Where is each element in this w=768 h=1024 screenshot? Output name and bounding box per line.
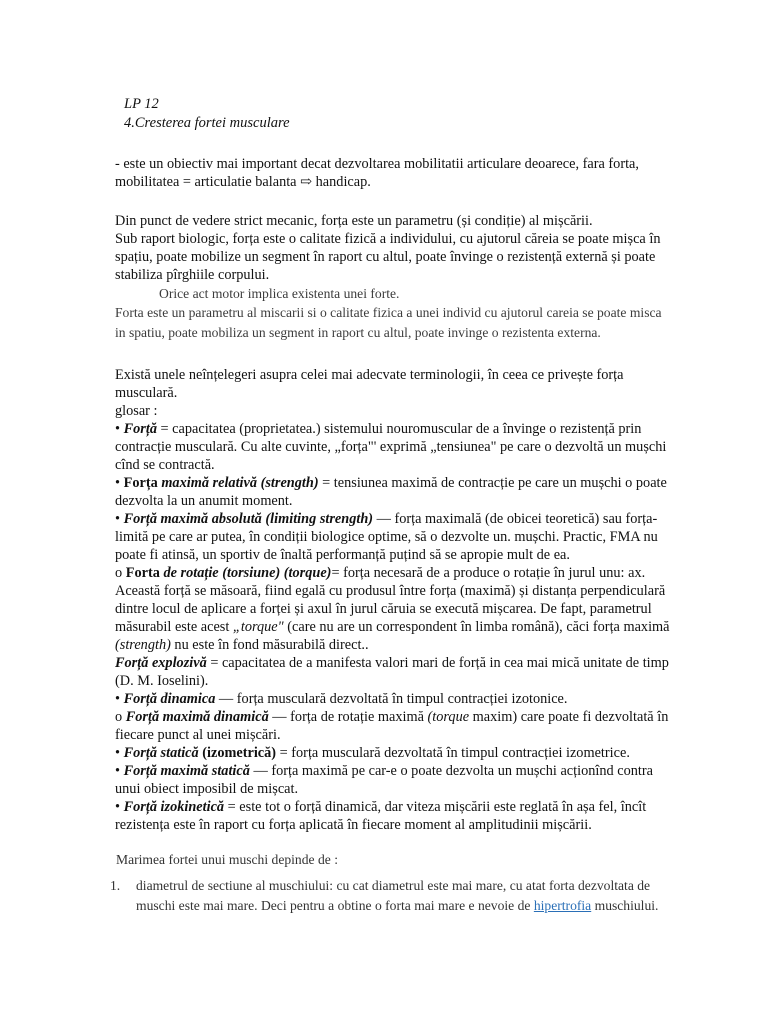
term-isokinetic: Forță izokinetică (123, 799, 225, 815)
glossary-entry-absolute-max: • Forță maximă absolută (limiting strength) — forța maximală (de obicei teoretică) sau forța-limită pe care ar putea, în condiții biologice optime, să o dezvolte un. mușchi. Practic, FMA nu poate fi atinsă, un sportiv de înaltă performanță puțind să se apropie mult de ea. (115, 511, 658, 563)
term-relative-max-b: maximă relativă (strength) (161, 475, 319, 491)
term-torque-a: Forta (125, 565, 164, 581)
definition-absolute-max: — forța maximală (de obicei teoretică) sau forța-limită pe care ar putea, în condiții biologice optime, să o dezvolte un. mușchi. Practic, FMA nu poate fi atinsă, un sportiv de înaltă performanță puțind să se apropie mult de ea. (115, 511, 658, 563)
glossary-entry-static: • Forță statică (izometrică) = forța musculară dezvoltată în timpul contracției izometrice. (115, 745, 630, 761)
motor-act-paragraph: Orice act motor implica existenta unei forte. (159, 286, 400, 301)
force-factors-list (110, 850, 670, 916)
definition-dynamic-max-a: — forța de rotație maximă (268, 709, 428, 725)
terminology-paragraph: Există unele neînțelegeri asupra celei mai adecvate terminologii, în ceea ce privește forța musculară. (115, 367, 624, 401)
lab-number: LP 12 (124, 96, 159, 112)
definition-torque-b: (care nu are un correspondent în limba română), căci forța maximă (283, 619, 670, 635)
strength-word: (strength) (115, 637, 171, 653)
term-torque-b: de rotație (torsiune) (torque) (163, 565, 332, 581)
list-item-number: 1. (110, 878, 121, 893)
term-static-b: (izometrică) (198, 745, 277, 761)
term-static-max: Forță maximă statică (123, 763, 250, 779)
term-absolute-max: Forță maximă absolută (limiting strength) (123, 511, 374, 527)
definition-torque-a: = forța necesară de a produce o rotație în jurul unu: ax. Această forță se măsoară, fiind egală cu produsul între forța (maximă) și distanța perpendiculară dintre locul de aplicare a forței și axul în jurul căruia se execută mișcarea. De fapt, parametrul măsurabil este acest (115, 565, 666, 635)
term-dynamic-max: Forță maximă dinamică (125, 709, 269, 725)
definition-relative-max: = tensiunea maximă de contracție pe care un mușchi o poate dezvolta la un anumit moment. (115, 475, 667, 509)
chapter-title: 4.Cresterea fortei musculare (124, 115, 290, 131)
list-item-tail: muschiului. (591, 898, 659, 913)
definition-static: = forța musculară dezvoltată în timpul contracției izometrice. (276, 745, 630, 761)
definition-torque-c: nu este în fond măsurabilă direct.. (170, 637, 369, 653)
intro-paragraph: - este un obiectiv mai important decat dezvoltarea mobilitatii articulare deoarece, fara forta, mobilitatea = articulatie balanta ⇨ handicap. (115, 156, 639, 190)
title-block (124, 95, 290, 133)
glossary-entry-relative-max: • Forța maximă relativă (strength) = tensiunea maximă de contracție pe care un mușchi o poate dezvolta la un anumit moment. (115, 475, 667, 509)
dynamic-max-torque-word: (torque (427, 709, 470, 725)
term-static-a: Forță statică (123, 745, 199, 761)
definition-force: = capacitatea (proprietatea.) sistemului nouromuscular de a învinge o rezistență prin contracție musculară. Cu alte cuvinte, „forța"' exprimă „tensiunea" pe care o dezvoltă un mușchi cînd se contractă. (115, 421, 667, 473)
glossary-entry-static-max: • Forță maximă statică — forța maximă pe car-e o poate dezvolta un mușchi acționînd contra unui obiect imposibil de mișcat. (115, 763, 653, 797)
force-parameter-paragraph: Forta este un parametru al miscarii si o calitate fizica a unei individ cu ajutorul careia se poate misca in spatiu, poate mobiliza un segment in raport cu altul, poate invinge o rezistenta externa. (115, 305, 662, 340)
glossary-entry-force: • Forță = capacitatea (proprietatea.) sistemului nouromuscular de a învinge o rezistență prin contracție musculară. Cu alte cuvinte, „forța"' exprimă „tensiunea" pe care o dezvoltă un mușchi cînd se contractă. (115, 421, 667, 473)
definition-dynamic-max-b: maxim) care poate fi dezvoltată în fiecare punct al unei mișcări. (115, 709, 669, 743)
mechanical-paragraph: Din punct de vedere strict mecanic, forța este un parametru (și condiție) al mișcării. (115, 213, 593, 229)
biological-paragraph: Sub raport biologic, forța este o calitate fizică a individului, cu ajutorul căreia se poate mișca în spațiu, poate mobilize un segment în raport cu altul, poate învinge o rezistență externă și poate stabiliza pîrghiile corpului. (115, 231, 661, 283)
hypertrophy-link[interactable]: hipertrofia (533, 898, 592, 913)
glossary-entry-isokinetic: • Forță izokinetică = este tot o forță dinamică, dar viteza mișcării este reglată în așa fel, încît rezistența este în raport cu forța aplicată în fiecare moment al amplitudinii mișcării. (115, 799, 647, 833)
glossary-entry-dynamic: • Forță dinamica — forța musculară dezvoltată în timpul contracției izotonice. (115, 691, 568, 707)
list-item (110, 876, 670, 916)
list-item-text: diametrul de sectiune al muschiului: cu cat diametrul este mai mare, cu atat forta dezvoltata de muschi este mai mare. Deci pentru a obtine o forta mai mare e nevoie de (136, 878, 651, 913)
term-force: Forță (123, 421, 157, 437)
glossary-entry-torque (115, 564, 675, 654)
term-explosive: Forță explozivă (115, 655, 207, 671)
definition-isokinetic: = este tot o forță dinamică, dar viteza mișcării este reglată în așa fel, încît rezistența este în raport cu forța aplicată în fiecare moment al amplitudinii mișcării. (115, 799, 647, 833)
definition-explosive: = capacitatea de a manifesta valori mari de forță in cea mai mică unitate de timp (D. M. Ioselini). (115, 655, 669, 689)
dynamic-max-prefix: o (115, 709, 126, 725)
term-relative-max-a: Forța (123, 475, 162, 491)
glossary-entry-explosive (115, 654, 675, 690)
glossary-entry-dynamic-max (115, 708, 675, 744)
list-heading: Marimea fortei unui muschi depinde de : (116, 852, 338, 867)
definition-dynamic: — forța musculară dezvoltată în timpul contracției izotonice. (215, 691, 568, 707)
term-dynamic: Forță dinamica (123, 691, 216, 707)
glossary-heading: glosar : (115, 403, 158, 419)
torque-word: „torque" (232, 619, 284, 635)
torque-prefix: o (115, 565, 126, 581)
definition-static-max: — forța maximă pe car-e o poate dezvolta un mușchi acționînd contra unui obiect imposibil de mișcat. (115, 763, 653, 797)
